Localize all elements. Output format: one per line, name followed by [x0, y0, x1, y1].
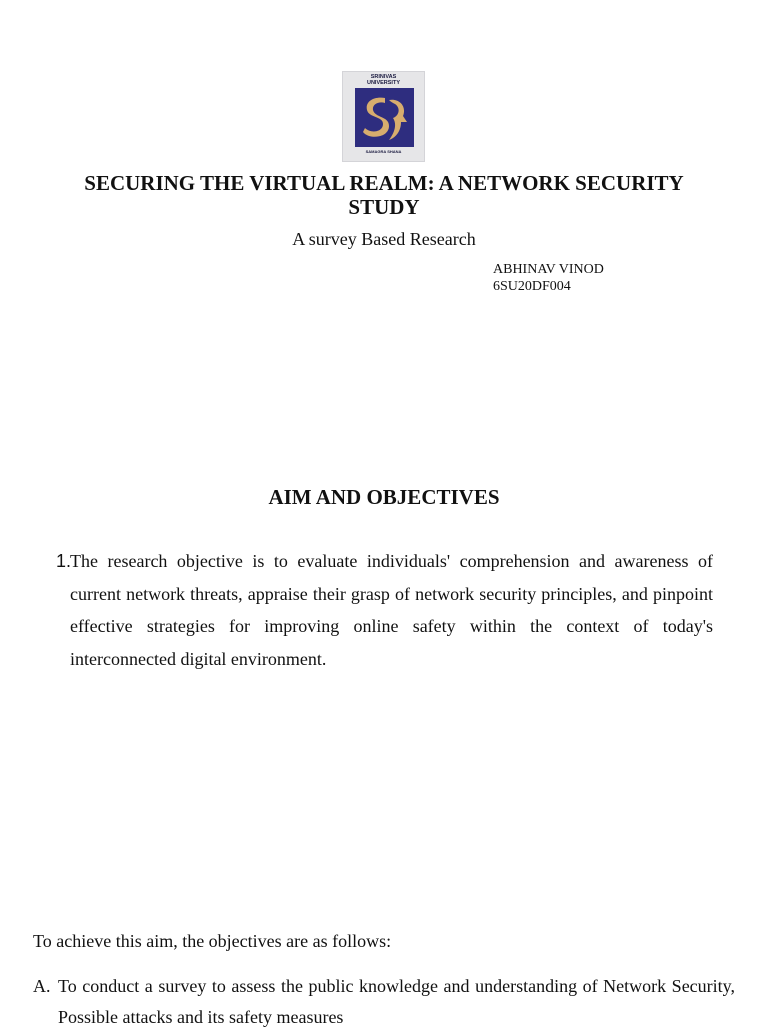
aim-text: The research objective is to evaluate individuals' comprehension and awareness of current network threats, appraise their grasp of network security principles, and pinpoint effective strategies for improving online safety within the context of today's interconnected digital environment.: [70, 551, 713, 669]
objective-letter: A.: [33, 976, 51, 996]
logo-university-name: SRINIVAS UNIVERSITY: [366, 74, 400, 86]
document-title: SECURING THE VIRTUAL REALM: A NETWORK SECURITY STUDY: [84, 171, 684, 219]
document-subtitle: A survey Based Research: [292, 229, 476, 249]
author-name: ABHINAV VINOD: [493, 262, 604, 277]
aim-paragraph: [56, 545, 713, 675]
aim-number: 1.: [56, 551, 72, 571]
university-logo: [342, 71, 425, 162]
logo-motto: SAMAGRA SHANA: [365, 149, 402, 154]
author-id: 6SU20DF004: [493, 279, 571, 294]
objective-text: To conduct a survey to assess the public knowledge and understanding of Network Security, Possible attacks and its safety measures: [58, 976, 735, 1027]
section-heading: AIM AND OBJECTIVES: [268, 485, 500, 509]
university-crest-icon: [355, 88, 414, 147]
objectives-intro: To achieve this aim, the objectives are as follows:: [33, 931, 392, 951]
author-block: [493, 261, 604, 295]
crest-mark-icon: [355, 88, 414, 147]
